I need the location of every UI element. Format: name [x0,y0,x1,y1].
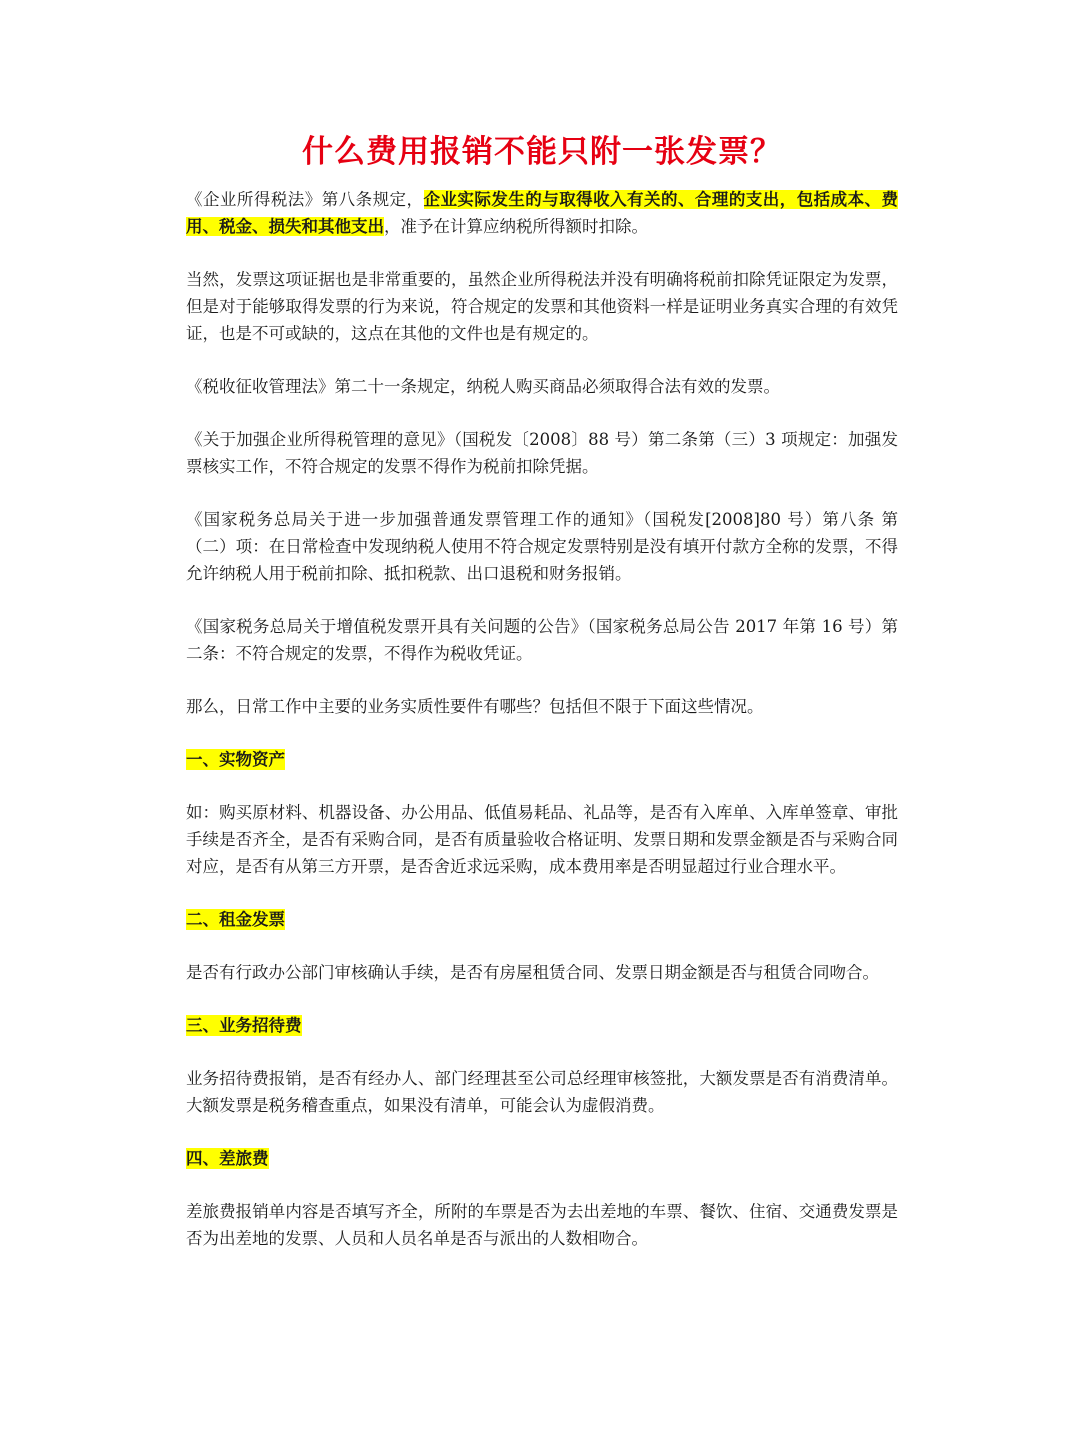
section-body-rent-invoice: 是否有行政办公部门审核确认手续，是否有房屋租赁合同、发票日期金额是否与租赁合同吻合。 [186,963,879,982]
section-heading-travel: 四、差旅费 [186,1149,269,1168]
intro-paragraph [186,186,898,240]
section-heading-physical-assets: 一、实物资产 [186,750,285,769]
paragraph-tax-collection-law: 《税收征收管理法》第二十一条规定，纳税人购买商品必须取得合法有效的发票。 [186,377,780,396]
section-body-travel: 差旅费报销单内容是否填写齐全，所附的车票是否为去出差地的车票、餐饮、住宿、交通费发票是否为出差地的发票、人员和人员名单是否与派出的人数相吻合。 [186,1202,898,1248]
paragraph-guoshuifa-80: 《国家税务总局关于进一步加强普通发票管理工作的通知》（国税发[2008]80 号）第八条 第（二）项：在日常检查中发现纳税人使用不符合规定发票特别是没有填开付款方全称的发票，不得允许纳税人用于税前扣除、抵扣税款、出口退税和财务报销。 [186,510,898,583]
paragraph-question: 那么，日常工作中主要的业务实质性要件有哪些？包括但不限于下面这些情况。 [186,697,764,716]
paragraph-guoshuifa-88: 《关于加强企业所得税管理的意见》（国税发〔2008〕88 号）第二条第（三）3 项规定：加强发票核实工作，不符合规定的发票不得作为税前扣除凭据。 [186,430,898,476]
intro-prefix: 《企业所得税法》第八条规定， [186,190,424,209]
section-body-entertainment: 业务招待费报销，是否有经办人、部门经理甚至公司总经理审核签批，大额发票是否有消费清单。大额发票是税务稽查重点，如果没有清单，可能会认为虚假消费。 [186,1069,898,1115]
page-title: 什么费用报销不能只附一张发票？ [302,134,782,170]
intro-highlight: 企业实际发生的与取得收入有关的、合理的支出，包括成本、费用、税金、损失和其他支出 [186,190,899,236]
paragraph-announcement-16: 《国家税务总局关于增值税发票开具有关问题的公告》（国家税务总局公告 2017 年第 16 号）第二条：不符合规定的发票，不得作为税收凭证。 [186,617,898,663]
intro-suffix: ，准予在计算应纳税所得额时扣除。 [384,217,648,236]
section-heading-entertainment: 三、业务招待费 [186,1016,302,1035]
document-page [186,128,898,1278]
section-body-physical-assets: 如：购买原材料、机器设备、办公用品、低值易耗品、礼品等，是否有入库单、入库单签章、审批手续是否齐全，是否有采购合同，是否有质量验收合格证明、发票日期和发票金额是否与采购合同对应，是否有从第三方开票，是否舍近求远采购，成本费用率是否明显超过行业合理水平。 [186,803,898,876]
section-heading-rent-invoice: 二、租金发票 [186,910,285,929]
paragraph-invoice-evidence: 当然，发票这项证据也是非常重要的，虽然企业所得税法并没有明确将税前扣除凭证限定为发票，但是对于能够取得发票的行为来说，符合规定的发票和其他资料一样是证明业务真实合理的有效凭证，也是不可或缺的，这点在其他的文件也是有规定的。 [186,270,898,343]
